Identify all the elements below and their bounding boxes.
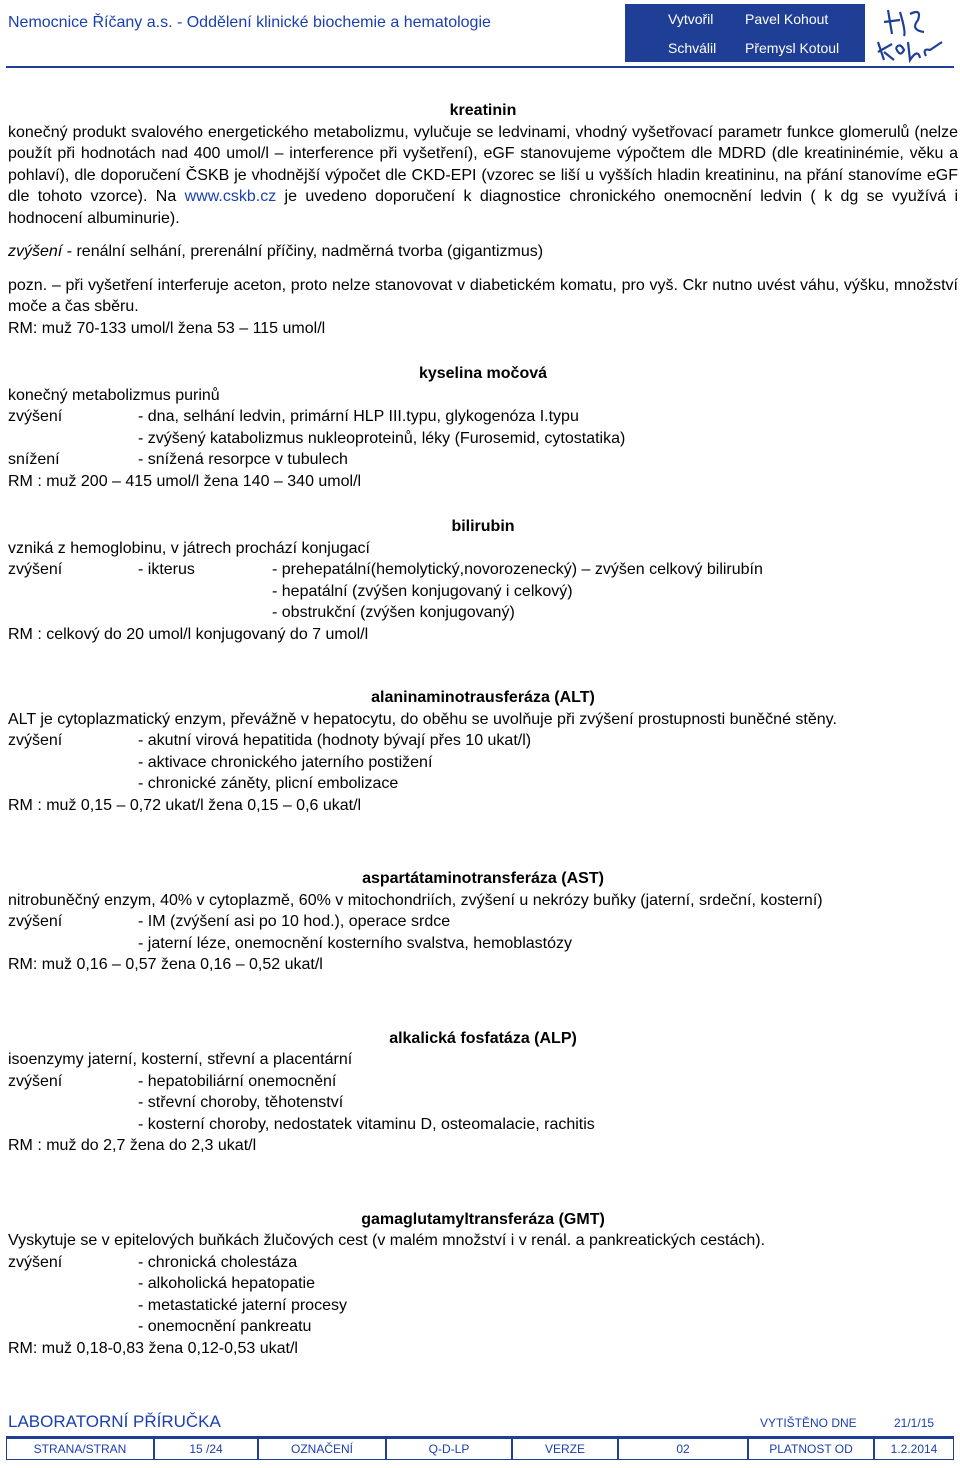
paragraph: ALT je cytoplazmatický enzym, převážně v hepatocytu, do oběhu se uvolňuje při zvýšení prostupnosti buněčné stěny. [8,710,837,728]
signature-icon [870,2,956,64]
header-title: Nemocnice Říčany a.s. - Oddělení klinické biochemie a hematologie [8,14,491,31]
approved-row [625,33,865,62]
list-text: - jaterní léze, onemocnění kosterního svalstva, hemoblastózy [138,934,572,952]
list-item [8,911,958,933]
list-text: - dna, selhání ledvin, primární HLP III.typu, glykogenóza I.typu [138,408,579,425]
list-text: - ikterus [138,561,195,578]
increase-label: zvýšení [8,1253,63,1271]
list-item [8,1071,958,1093]
printed-label: VYTIŠTĚNO DNE [760,1416,857,1430]
footer-title: LABORATORNÍ PŘÍRUČKA [8,1412,221,1431]
section-title: gamaglutamyltransferáza (GMT) [361,1210,605,1228]
text: je uvedeno doporučení k diagnostice chronického onemocnění ledvin ( k dg se využívá i hodnocení albuminurie). [8,188,959,227]
list-item [8,1273,958,1295]
list-item [8,1114,958,1136]
approved-by: Přemysl Kotoul [745,40,840,56]
reference-range: RM: muž 0,18-0,83 žena 0,12-0,53 ukat/l [8,1339,298,1357]
increase-text: - renální selhání, prerenální příčiny, nadměrná tvorba (gigantizmus) [62,243,544,260]
approved-label: Schválil [668,40,717,56]
decrease-label: snížení [8,451,60,468]
reference-range: RM : muž 0,15 – 0,72 ukat/l žena 0,15 – 0,6 ukat/l [8,796,362,814]
version-value: 02 [618,1438,748,1460]
version-label: VERZE [512,1438,618,1460]
list-text: - kosterní choroby, nedostatek vitaminu D, osteomalacie, rachitis [138,1115,595,1133]
list-item [8,602,958,624]
list-text: - obstrukční (zvýšen konjugovaný) [272,604,515,621]
paragraph: nitrobuněčný enzym, 40% v cytoplazmě, 60% v mitochondriích, zvýšení u nekrózy buňky (jaterní, srdeční, kosterní) [8,891,823,909]
footer-table [6,1438,954,1460]
printed-info [750,1412,952,1434]
list-item [8,559,958,581]
list-text: - hepatální (zvýšen konjugovaný i celkový) [272,582,573,600]
list-item [8,406,958,428]
document-body [8,100,958,1359]
increase-label: zvýšení [8,561,63,578]
valid-label: PLATNOST OD [748,1438,874,1460]
list-item [8,773,958,795]
increase-label: zvýšení [8,732,63,749]
increase-label: zvýšení [8,243,63,260]
list-text: - chronická cholestáza [138,1253,298,1271]
page-header [0,0,960,64]
list-text: - prehepatální(hemolytický,novorozenecký) – zvýšen celkový bilirubín [272,561,763,578]
increase-label: zvýšení [8,913,63,930]
created-by: Pavel Kohout [745,11,829,27]
list-item [8,1316,958,1338]
increase-label: zvýšení [8,408,63,425]
printed-value: 21/1/15 [894,1416,935,1430]
list-text: - střevní choroby, těhotenství [138,1094,344,1111]
list-item [8,1092,958,1114]
list-item [8,752,958,774]
list-text: - hepatobiliární onemocnění [138,1072,337,1090]
list-item [8,933,958,955]
section-title: alaninaminotrausferáza (ALT) [371,689,595,706]
list-item [8,581,958,603]
header-approval-box [625,4,865,62]
paragraph: konečný metabolizmus purinů [8,386,220,404]
created-row [625,4,865,33]
paragraph: vzniká z hemoglobinu, v játrech prochází konjugací [8,539,370,557]
list-item [8,449,958,471]
list-item [8,428,958,450]
section-title: kreatinin [449,102,517,119]
list-text: - chronické záněty, plicní embolizace [138,775,399,792]
paragraph: isoenzymy jaterní, kosterní, střevní a placentární [8,1051,353,1068]
reference-range: RM : celkový do 20 umol/l konjugovaný do 7 umol/l [8,625,369,643]
id-label: OZNAČENÍ [258,1438,386,1460]
reference-range: RM: muž 70-133 umol/l žena 53 – 115 umol/l [8,319,326,337]
list-text: - snížená resorpce v tubulech [138,451,348,468]
reference-range: RM : muž do 2,7 žena do 2,3 ukat/l [8,1137,257,1154]
page-value: 15 /24 [154,1438,258,1460]
reference-range: RM: muž 0,16 – 0,57 žena 0,16 – 0,52 ukat/l [8,956,323,973]
list-item [8,1252,958,1274]
list-text: - aktivace chronického jaterního postižení [138,753,433,771]
list-item [8,1295,958,1317]
list-text: - onemocnění pankreatu [138,1318,312,1335]
list-item [8,730,958,752]
page-label: STRANA/STRAN [6,1438,154,1460]
section-title: bilirubin [451,518,515,535]
list-text: - alkoholická hepatopatie [138,1275,316,1292]
note: pozn. – při vyšetření interferuje aceton, proto nelze stanovovat v diabetickém komatu, pro vyš. Ckr nutno uvést váhu, výšku, množství moče a čas sběru. [8,276,958,315]
paragraph: Vyskytuje se v epitelových buňkách žlučových cest (v malém množství i v renál. a pankreatických cestách). [8,1232,766,1249]
id-value: Q-D-LP [386,1438,512,1460]
reference-range: RM : muž 200 – 415 umol/l žena 140 – 340 umol/l [8,472,362,490]
section-title: aspartátaminotransferáza (AST) [362,870,604,887]
list-text: - zvýšený katabolizmus nukleoproteinů, léky (Furosemid, cytostatika) [138,429,626,447]
increase-line [8,241,958,263]
paragraph [8,122,958,230]
increase-label: zvýšení [8,1072,63,1090]
created-label: Vytvořil [668,11,714,27]
header-divider [6,66,954,68]
cskb-link[interactable]: www.cskb.cz [184,188,277,205]
section-title: alkalická fosfatáza (ALP) [389,1029,577,1047]
list-text: - akutní virová hepatitida (hodnoty bývají přes 10 ukat/l) [138,732,532,749]
section-title: kyselina močová [418,365,548,382]
valid-value: 1.2.2014 [874,1438,954,1460]
list-text: - IM (zvýšení asi po 10 hod.), operace srdce [138,913,451,930]
text: konečný produkt svalového energetického metabolizmu, vylučuje se ledvinami, vhodný vyšetřovací parametr funkce glomerulů (nelze použít při hodnotách nad 400 umol/l – interference při vyšetření), eGF stanovujeme výpočtem dle MDRD (dle kreatininémie, věku a pohlaví), dle doporučení ČSKB je vhodnější výpočet dle CKD-EPI (vzorec se liší u vyšších hladin kreatininu, na přání stanovíme eGF dle tohoto vzorce). Na [8,123,958,205]
list-text: - metastatické jaterní procesy [138,1296,347,1314]
